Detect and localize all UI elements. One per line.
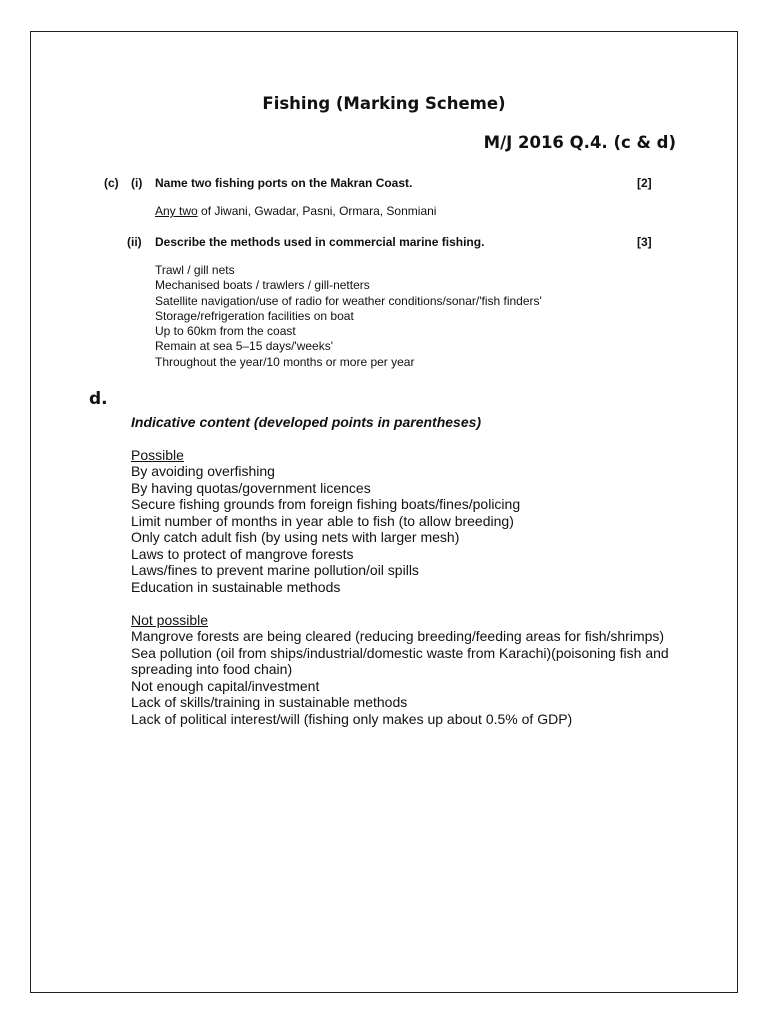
list-item: Up to 60km from the coast (155, 324, 296, 339)
question-c-ii-number: (ii) (127, 235, 142, 249)
list-item: Education in sustainable methods (131, 578, 341, 595)
list-item: By having quotas/government licences (131, 479, 371, 496)
list-item: Laws to protect of mangrove forests (131, 545, 354, 562)
list-item: Throughout the year/10 months or more per year (155, 354, 415, 369)
list-item: Trawl / gill nets (155, 263, 235, 277)
part-d-heading: Indicative content (developed points in parentheses) (131, 414, 482, 430)
not-possible-heading: Not possible (131, 612, 209, 628)
list-item: Only catch adult fish (by using nets with larger mesh) (131, 529, 460, 545)
part-c-label: (c) (104, 176, 119, 190)
list-item: Secure fishing grounds from foreign fishing boats/fines/policing (131, 496, 521, 512)
answer-prefix: Any two (155, 204, 198, 218)
question-c-i-text: Name two fishing ports on the Makran Coast. (155, 176, 413, 190)
list-item: By avoiding overfishing (131, 463, 275, 479)
list-item: Storage/refrigeration facilities on boat (155, 308, 354, 323)
possible-list (131, 463, 691, 595)
list-item: Remain at sea 5–15 days/'weeks' (155, 339, 334, 354)
question-c-ii-text: Describe the methods used in commercial marine fishing. (155, 235, 485, 249)
possible-heading: Possible (131, 447, 184, 463)
list-item: Satellite navigation/use of radio for weather conditions/sonar/'fish finders' (155, 293, 542, 308)
question-c-i-marks: [2] (637, 176, 652, 190)
not-possible-list (131, 628, 671, 727)
list-item: Mangrove forests are being cleared (reducing breeding/feeding areas for fish/shrimps) (131, 628, 665, 644)
question-c-ii-marks: [3] (637, 235, 652, 249)
question-c-ii-answers (155, 263, 542, 370)
question-c-i-number: (i) (131, 176, 143, 190)
list-item: Lack of political interest/will (fishing only makes up about 0.5% of GDP) (131, 710, 573, 727)
list-item: Mechanised boats / trawlers / gill-netters (155, 278, 370, 293)
list-item: Sea pollution (oil from ships/industrial/domestic waste from Karachi)(poisoning fish and spreading into food chain) (131, 644, 669, 677)
question-c-i-answer (155, 204, 436, 218)
list-item: Lack of skills/training in sustainable methods (131, 694, 408, 710)
answer-rest: of Jiwani, Gwadar, Pasni, Ormara, Sonmiani (197, 204, 437, 218)
part-d-label: d. (89, 389, 108, 409)
list-item: Laws/fines to prevent marine pollution/oil spills (131, 562, 419, 578)
page-title: Fishing (Marking Scheme) (262, 94, 506, 113)
list-item: Limit number of months in year able to fish (to allow breeding) (131, 512, 514, 529)
list-item: Not enough capital/investment (131, 677, 320, 694)
page-subtitle: M/J 2016 Q.4. (c & d) (483, 133, 676, 152)
